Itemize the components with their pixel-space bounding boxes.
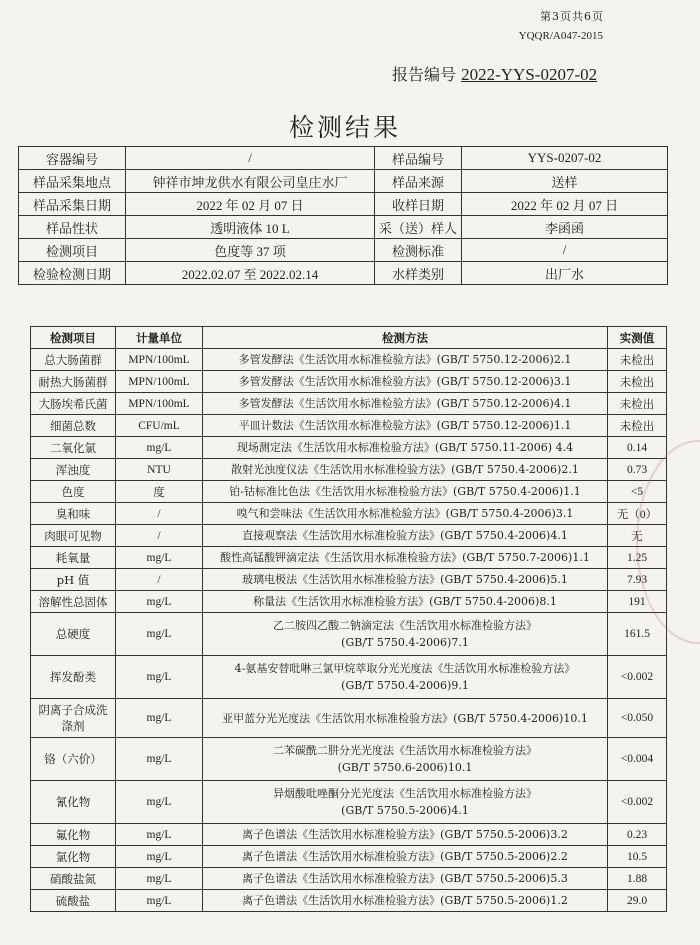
cell-unit: mg/L (116, 699, 203, 738)
cell-method (203, 824, 608, 846)
cell-item: 大肠埃希氏菌 (31, 393, 116, 415)
cell-value: 0.73 (608, 459, 667, 481)
cell-value: 无 (608, 525, 667, 547)
method-line-1: 现场测定法《生活饮用水标准检验方法》(GB/T 5750.11-2006) 4.4 (236, 441, 574, 454)
method-line-1: 铂-钴标准比色法《生活饮用水标准检验方法》(GB/T 5750.4-2006)1.1 (229, 485, 581, 498)
cell-method (203, 415, 608, 437)
info-value: 透明液体 10 L (126, 216, 375, 239)
header-value: 实测值 (608, 327, 667, 349)
info-label-2: 采（送）样人 (375, 216, 462, 239)
table-row (31, 415, 667, 437)
method-line-1: 多管发酵法《生活饮用水标准检验方法》(GB/T 5750.12-2006)2.1 (238, 353, 572, 366)
cell-item: 细菌总数 (31, 415, 116, 437)
table-row (31, 437, 667, 459)
cell-item: 总大肠菌群 (31, 349, 116, 371)
cell-unit: / (116, 503, 203, 525)
table-row (31, 525, 667, 547)
method-line-2: (GB/T 5750.6-2006)10.1 (337, 761, 473, 774)
page-number: 第3页共6页 (540, 10, 604, 23)
method-line-1: 平皿计数法《生活饮用水标准检验方法》(GB/T 5750.12-2006)1.1 (238, 419, 572, 432)
cell-item: 氰化物 (31, 781, 116, 824)
method-line-1: 离子色谱法《生活饮用水标准检验方法》(GB/T 5750.5-2006)1.2 (242, 894, 568, 907)
cell-value: <0.002 (608, 781, 667, 824)
cell-unit: mg/L (116, 613, 203, 656)
cell-item: 挥发酚类 (31, 656, 116, 699)
cell-unit: mg/L (116, 824, 203, 846)
cell-item: 总硬度 (31, 613, 116, 656)
cell-value: 161.5 (608, 613, 667, 656)
cell-method (203, 371, 608, 393)
cell-unit: mg/L (116, 846, 203, 868)
cell-item: 阴离子合成洗涤剂 (31, 699, 116, 738)
info-row (19, 147, 668, 170)
table-row (31, 481, 667, 503)
cell-value: 未检出 (608, 349, 667, 371)
table-row (31, 846, 667, 868)
cell-unit: / (116, 525, 203, 547)
cell-unit: MPN/100mL (116, 371, 203, 393)
table-row (31, 591, 667, 613)
info-value: 色度等 37 项 (126, 239, 375, 262)
cell-item: pH 值 (31, 569, 116, 591)
method-line-1: 乙二胺四乙酸二钠滴定法《生活饮用水标准检验方法》 (273, 619, 537, 632)
table-row (31, 738, 667, 781)
method-line-2: (GB/T 5750.4-2006)9.1 (341, 679, 469, 692)
info-value: / (126, 147, 375, 170)
cell-unit: MPN/100mL (116, 349, 203, 371)
method-line-2: (GB/T 5750.5-2006)4.1 (341, 804, 469, 817)
method-line-1: 离子色谱法《生活饮用水标准检验方法》(GB/T 5750.5-2006)3.2 (242, 828, 568, 841)
method-line-1: 二苯碳酰二肼分光光度法《生活饮用水标准检验方法》 (273, 744, 537, 757)
method-line-1: 亚甲蓝分光光度法《生活饮用水标准检验方法》(GB/T 5750.4-2006)10.1 (222, 711, 588, 725)
cell-item: 溶解性总固体 (31, 591, 116, 613)
report-number (392, 62, 597, 85)
info-label-2: 样品来源 (375, 170, 462, 193)
table-row (31, 503, 667, 525)
cell-value: <0.002 (608, 656, 667, 699)
cell-unit: mg/L (116, 437, 203, 459)
cell-item: 铬（六价） (31, 738, 116, 781)
cell-method (203, 846, 608, 868)
table-row (31, 393, 667, 415)
cell-unit: mg/L (116, 656, 203, 699)
report-number-label: 报告编号 (392, 65, 457, 84)
cell-value: 0.23 (608, 824, 667, 846)
cell-value: 7.93 (608, 569, 667, 591)
info-value-2: / (462, 239, 668, 262)
cell-item: 氟化物 (31, 824, 116, 846)
cell-value: 未检出 (608, 415, 667, 437)
cell-item: 耗氧量 (31, 547, 116, 569)
header-unit: 计量单位 (116, 327, 203, 349)
cell-method (203, 349, 608, 371)
cell-method (203, 525, 608, 547)
cell-value: <5 (608, 481, 667, 503)
report-number-value: 2022-YYS-0207-02 (461, 65, 598, 84)
cell-method (203, 738, 608, 781)
cell-method (203, 613, 608, 656)
cell-method (203, 656, 608, 699)
info-label-2: 收样日期 (375, 193, 462, 216)
table-row (31, 349, 667, 371)
page-title: 检测结果 (288, 113, 401, 142)
cell-unit: mg/L (116, 868, 203, 890)
info-value-2: YYS-0207-02 (462, 147, 668, 170)
cell-method (203, 591, 608, 613)
table-row (31, 699, 667, 738)
cell-value: <0.004 (608, 738, 667, 781)
method-line-1: 玻璃电极法《生活饮用水标准检验方法》(GB/T 5750.4-2006)5.1 (242, 573, 568, 586)
header-method: 检测方法 (203, 327, 608, 349)
method-line-1: 称量法《生活饮用水标准检验方法》(GB/T 5750.4-2006)8.1 (253, 595, 557, 608)
info-row (19, 239, 668, 262)
info-label-2: 样品编号 (375, 147, 462, 170)
method-line-1: 酸性高锰酸钾滴定法《生活饮用水标准检验方法》(GB/T 5750.7-2006)1.1 (220, 551, 590, 564)
cell-method (203, 547, 608, 569)
table-row (31, 613, 667, 656)
cell-method (203, 890, 608, 912)
table-row (31, 459, 667, 481)
method-line-1: 多管发酵法《生活饮用水标准检验方法》(GB/T 5750.12-2006)4.1 (238, 397, 572, 410)
method-line-1: 离子色谱法《生活饮用水标准检验方法》(GB/T 5750.5-2006)2.2 (242, 850, 568, 863)
method-line-1: 4-氨基安替吡啉三氯甲烷萃取分光光度法《生活饮用水标准检验方法》 (234, 662, 576, 675)
info-label: 容器编号 (19, 147, 126, 170)
table-row (31, 656, 667, 699)
cell-value: <0.050 (608, 699, 667, 738)
info-label: 样品性状 (19, 216, 126, 239)
cell-method (203, 393, 608, 415)
header-item: 检测项目 (31, 327, 116, 349)
results-table (30, 326, 667, 912)
info-value: 2022 年 02 月 07 日 (126, 193, 375, 216)
cell-value: 未检出 (608, 393, 667, 415)
info-value-2: 送样 (462, 170, 668, 193)
cell-item: 肉眼可见物 (31, 525, 116, 547)
cell-method (203, 699, 608, 738)
cell-unit: NTU (116, 459, 203, 481)
method-line-1: 嗅气和尝味法《生活饮用水标准检验方法》(GB/T 5750.4-2006)3.1 (236, 507, 574, 520)
method-line-2: (GB/T 5750.4-2006)7.1 (341, 636, 469, 649)
cell-unit: mg/L (116, 738, 203, 781)
cell-item: 硝酸盐氮 (31, 868, 116, 890)
cell-item: 臭和味 (31, 503, 116, 525)
info-label: 检测项目 (19, 239, 126, 262)
info-value-2: 出厂水 (462, 262, 668, 285)
info-row (19, 262, 668, 285)
cell-method (203, 503, 608, 525)
sample-info-table (18, 146, 668, 285)
table-row (31, 781, 667, 824)
cell-method (203, 868, 608, 890)
cell-method (203, 781, 608, 824)
cell-value: 10.5 (608, 846, 667, 868)
info-label: 检验检测日期 (19, 262, 126, 285)
cell-unit: MPN/100mL (116, 393, 203, 415)
cell-value: 191 (608, 591, 667, 613)
results-header-row (31, 327, 667, 349)
cell-value: 0.14 (608, 437, 667, 459)
cell-value: 1.88 (608, 868, 667, 890)
info-row (19, 170, 668, 193)
cell-value: 29.0 (608, 890, 667, 912)
table-row (31, 371, 667, 393)
document-code: YQQR/A047-2015 (518, 30, 603, 42)
table-row (31, 569, 667, 591)
cell-item: 硫酸盐 (31, 890, 116, 912)
info-label: 样品采集地点 (19, 170, 126, 193)
cell-unit: / (116, 569, 203, 591)
info-label-2: 水样类别 (375, 262, 462, 285)
cell-method (203, 569, 608, 591)
cell-unit: mg/L (116, 591, 203, 613)
cell-value: 无（0） (608, 503, 667, 525)
cell-item: 色度 (31, 481, 116, 503)
cell-unit: CFU/mL (116, 415, 203, 437)
method-line-1: 多管发酵法《生活饮用水标准检验方法》(GB/T 5750.12-2006)3.1 (238, 375, 572, 388)
cell-value: 1.25 (608, 547, 667, 569)
cell-value: 未检出 (608, 371, 667, 393)
table-row (31, 824, 667, 846)
cell-unit: mg/L (116, 547, 203, 569)
cell-method (203, 481, 608, 503)
info-value: 2022.02.07 至 2022.02.14 (126, 262, 375, 285)
method-line-1: 散射光浊度仪法《生活饮用水标准检验方法》(GB/T 5750.4-2006)2.1 (231, 463, 579, 476)
cell-method (203, 459, 608, 481)
cell-unit: 度 (116, 481, 203, 503)
cell-unit: mg/L (116, 890, 203, 912)
cell-item: 浑浊度 (31, 459, 116, 481)
info-value-2: 李函函 (462, 216, 668, 239)
method-line-1: 直接观察法《生活饮用水标准检验方法》(GB/T 5750.4-2006)4.1 (242, 529, 568, 542)
info-label: 样品采集日期 (19, 193, 126, 216)
method-line-1: 离子色谱法《生活饮用水标准检验方法》(GB/T 5750.5-2006)5.3 (242, 872, 568, 885)
cell-item: 氯化物 (31, 846, 116, 868)
info-row (19, 193, 668, 216)
info-value: 钟祥市坤龙供水有限公司皇庄水厂 (126, 170, 375, 193)
info-row (19, 216, 668, 239)
cell-unit: mg/L (116, 781, 203, 824)
table-row (31, 547, 667, 569)
cell-item: 二氧化氯 (31, 437, 116, 459)
table-row (31, 868, 667, 890)
cell-method (203, 437, 608, 459)
method-line-1: 异烟酸吡唑酮分光光度法《生活饮用水标准检验方法》 (273, 787, 537, 800)
info-label-2: 检测标准 (375, 239, 462, 262)
cell-item: 耐热大肠菌群 (31, 371, 116, 393)
table-row (31, 890, 667, 912)
info-value-2: 2022 年 02 月 07 日 (462, 193, 668, 216)
